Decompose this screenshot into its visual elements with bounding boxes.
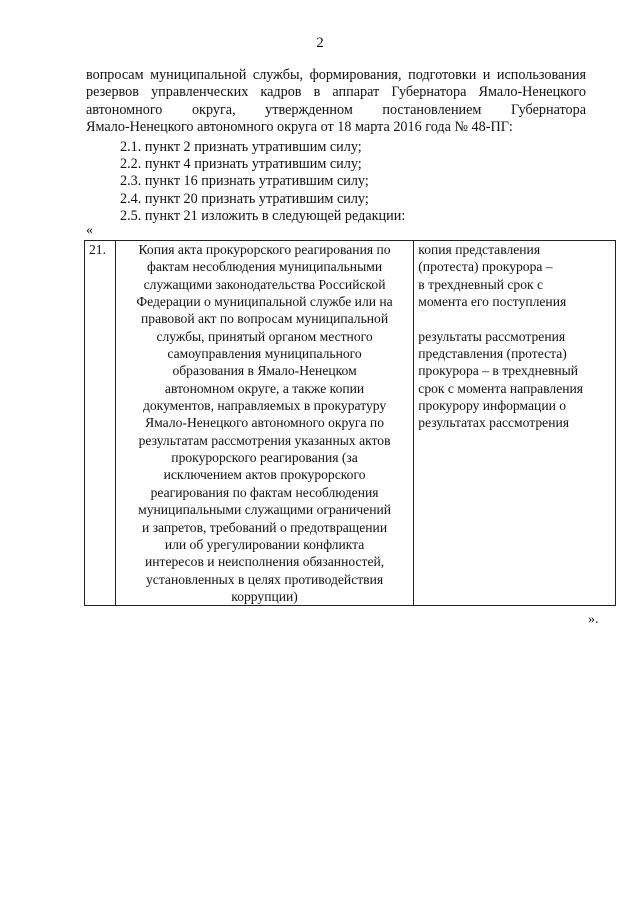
term-line: копия представления — [418, 242, 541, 257]
term-line: результатах рассмотрения — [418, 415, 570, 431]
description-line: и запретов, требований о предотвращении — [142, 519, 388, 535]
description-line: коррупции) — [231, 588, 298, 604]
description-line: результатам рассмотрения указанных актов — [138, 432, 391, 448]
paragraph-gap — [418, 310, 611, 327]
description-line: фактам несоблюдения муниципальными — [147, 259, 383, 275]
item-number-cell: 21. — [85, 241, 116, 606]
term-line: в трехдневный срок с — [418, 276, 544, 292]
intro-line: вопросам муниципальной службы, формирования, подготовки и использования — [86, 67, 586, 83]
description-line: интересов и неисполнения обязанностей, — [144, 554, 385, 570]
term-line: (протеста) прокурора – — [418, 259, 553, 275]
amendment-item: 2.1. пункт 2 признать утратившим силу; — [120, 139, 362, 155]
amendment-item: 2.2. пункт 4 признать утратившим силу; — [120, 156, 362, 173]
description-line: образования в Ямало-Ненецком — [172, 363, 357, 379]
table-row — [85, 241, 616, 606]
submission-term-cell — [414, 241, 616, 606]
opening-quote: « — [86, 223, 93, 238]
term-line: момента его поступления — [418, 294, 567, 310]
intro-line: резервов управленческих кадров в аппарат Губернатора Ямало-Ненецкого — [86, 84, 586, 101]
term-line: представления (протеста) — [418, 346, 567, 362]
description-line: прокурорского реагирования (за — [171, 450, 358, 466]
intro-line: Ямало-Ненецкого автономного округа от 18 марта 2016 года № 48-ПГ: — [86, 119, 513, 136]
description-line: реагирования по фактам несоблюдения — [150, 484, 379, 500]
description-line: службы, принятый органом местного — [156, 328, 373, 344]
description-line: Ямало-Ненецкого автономного округа по — [145, 415, 385, 431]
description-line: документов, направляемых в прокуратуру — [142, 398, 387, 414]
description-line: служащими законодательства Российской — [143, 276, 386, 292]
description-line: муниципальными служащими ограничений — [138, 502, 392, 518]
closing-quote: ». — [588, 612, 599, 627]
intro-paragraph — [86, 67, 586, 137]
intro-line: автономного округа, утвержденном постановлением Губернатора — [86, 101, 586, 118]
amendment-list — [120, 139, 580, 225]
term-line: прокурора – в трехдневный — [418, 363, 579, 379]
description-line: Копия акта прокурорского реагирования по — [138, 242, 391, 257]
description-line: правовой акт по вопросам муниципальной — [141, 311, 389, 327]
document-description-cell — [115, 241, 413, 606]
amendment-table — [84, 240, 616, 606]
description-line: Федерации о муниципальной службе или на — [136, 294, 393, 310]
description-line: установленных в целях противодействия — [146, 571, 384, 587]
amendment-item: 2.4. пункт 20 признать утратившим силу; — [120, 190, 369, 207]
term-line: прокурору информации о — [418, 398, 567, 414]
description-line: самоуправления муниципального — [167, 346, 362, 362]
term-line: срок с момента направления — [418, 380, 584, 396]
amendment-item: 2.3. пункт 16 признать утратившим силу; — [120, 173, 369, 190]
description-line: исключением актов прокурорского — [163, 467, 366, 483]
description-line: или об урегулировании конфликта — [164, 536, 365, 552]
term-line: результаты рассмотрения — [418, 328, 566, 344]
amendment-item: 2.5. пункт 21 изложить в следующей редакции: — [120, 207, 406, 224]
description-line: автономном округе, а также копии — [164, 380, 365, 396]
page-number: 2 — [316, 35, 324, 51]
